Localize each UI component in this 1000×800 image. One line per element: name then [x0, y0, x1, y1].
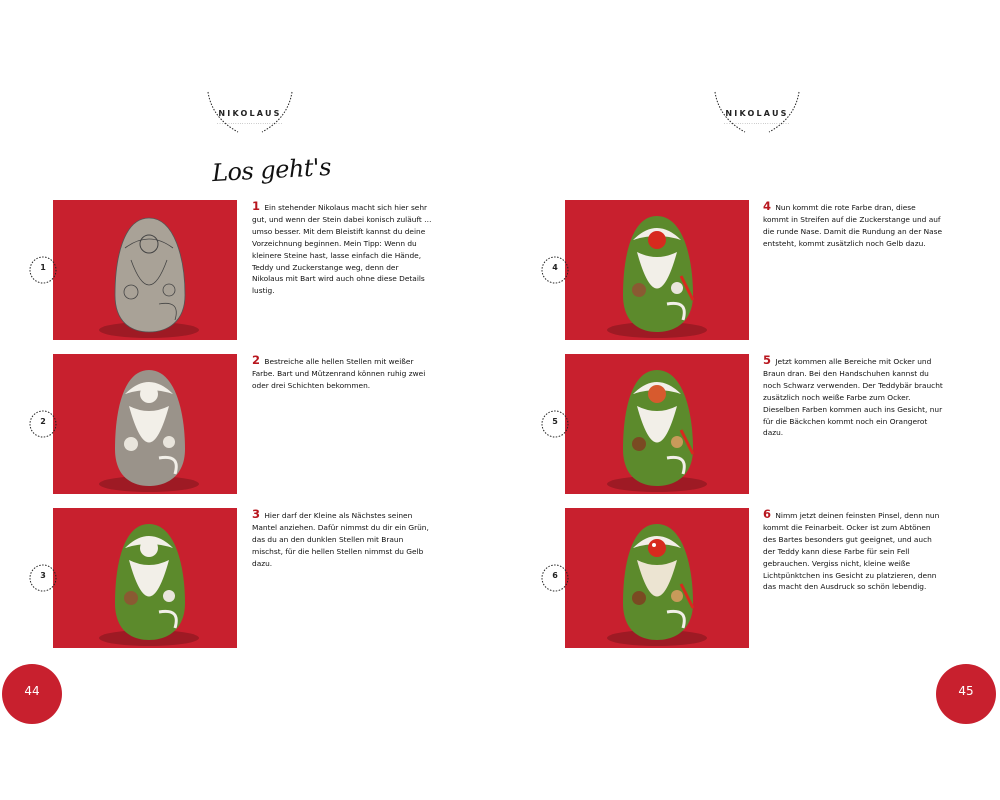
page-number-text: 44: [24, 684, 40, 698]
step-description: Nimm jetzt deinen feinsten Pinsel, denn nun kommt die Feinarbeit. Ocker ist zum Abtönen des Bartes besonders gut geeignet, und auch der Teddy kann diese Farbe für sein Fell gebrauchen. Vergiss nicht, kleine weiße Lichtpünktchen ins Gesicht zu platzieren, denn das macht den Ausdruck so schön lebendig.: [763, 511, 940, 592]
step-badge-number: 2: [40, 417, 46, 426]
step-number: 2: [252, 353, 261, 367]
step-text-6: [763, 509, 943, 593]
header-title: NIKOLAUS: [725, 109, 789, 118]
header-left: [190, 88, 310, 138]
step-description: Nun kommt die rote Farbe dran, diese kommt in Streifen auf die Zuckerstange und auf die runde Nase. Damit die Rundung an der Nase entsteht, kommt zusätzlich noch Gelb dazu.: [763, 203, 943, 248]
step-badge-number: 5: [552, 417, 558, 426]
step-photo-5: [565, 354, 749, 494]
step-photo-6: [565, 508, 749, 648]
header-subtitle: ·····························: [217, 121, 283, 126]
step-badge-3: [28, 563, 58, 593]
step-badge-2: [28, 409, 58, 439]
section-title: Los geht's: [211, 152, 332, 188]
step-text-1: [252, 201, 432, 297]
step-photo-1: [53, 200, 237, 340]
step-text-5: [763, 355, 943, 439]
step-number: 5: [763, 353, 772, 367]
step-badge-number: 6: [552, 571, 558, 580]
step-photo-2: [53, 354, 237, 494]
step-photo-4: [565, 200, 749, 340]
step-text-2: [252, 355, 432, 392]
page-number-right: [936, 664, 996, 724]
page-number-left: [2, 664, 62, 724]
step-number: 4: [763, 199, 772, 213]
step-number: 1: [252, 199, 261, 213]
step-description: Bestreiche alle hellen Stellen mit weißer Farbe. Bart und Mützenrand können ruhig zwei oder drei Schichten bekommen.: [252, 357, 426, 390]
header-right: [697, 88, 817, 138]
step-text-4: [763, 201, 943, 250]
step-badge-4: [540, 255, 570, 285]
step-number: 6: [763, 507, 772, 521]
step-description: Ein stehender Nikolaus macht sich hier sehr gut, und wenn der Stein dabei konisch zuläuft … umso besser. Mit dem Bleistift kannst du deine Vorzeichnung beginnen. Mein Tipp: Wenn du kleinere Steine hast, lasse einfach die Hände, Teddy und Zuckerstange weg, denn der Nikolaus mit Bart wird auch ohne diese Details lustig.: [252, 203, 432, 296]
step-text-3: [252, 509, 432, 570]
step-badge-number: 1: [40, 263, 46, 272]
step-photo-3: [53, 508, 237, 648]
step-badge-number: 3: [40, 571, 46, 580]
step-badge-1: [28, 255, 58, 285]
step-number: 3: [252, 507, 261, 521]
step-badge-5: [540, 409, 570, 439]
step-badge-6: [540, 563, 570, 593]
step-description: Hier darf der Kleine als Nächstes seinen Mantel anziehen. Dafür nimmst du dir ein Grün, das du an den dunklen Stellen mit Braun mischst, für die hellen Stellen nimmst du Gelb dazu.: [252, 511, 429, 568]
header-title: NIKOLAUS: [218, 109, 282, 118]
step-description: Jetzt kommen alle Bereiche mit Ocker und Braun dran. Bei den Handschuhen kannst du noch Schwarz verwenden. Der Teddybär braucht zusätzlich noch weiße Farbe zum Ocker. Dieselben Farben kommen auch ins Gesicht, nur für die Bäckchen kommt noch ein Orangerot dazu.: [763, 357, 943, 438]
header-subtitle: ·····························: [724, 121, 790, 126]
step-badge-number: 4: [552, 263, 558, 272]
page-number-text: 45: [958, 684, 974, 698]
